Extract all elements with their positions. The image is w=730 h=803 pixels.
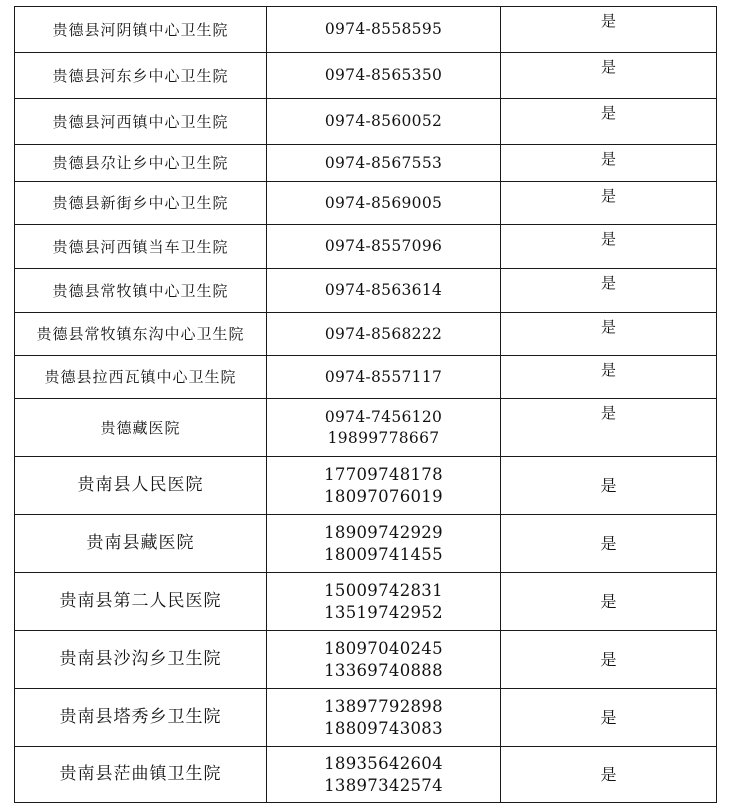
table-row — [15, 99, 717, 145]
hospital-name-cell — [15, 145, 267, 182]
phone-number: 0974-8557096 — [324, 237, 443, 256]
flag-cell — [501, 99, 717, 145]
hospital-name-cell — [15, 573, 267, 631]
phone-number: 17709748178 — [324, 464, 443, 484]
phone-number: 18097040245 — [324, 638, 443, 658]
table-row — [15, 145, 717, 182]
flag-cell — [501, 399, 717, 457]
flag-cell — [501, 7, 717, 53]
hospital-name: 贵德县拉西瓦镇中心卫生院 — [44, 368, 237, 387]
flag-cell — [501, 515, 717, 573]
table-row — [15, 53, 717, 99]
phone-number: 0974-8565350 — [324, 66, 443, 85]
phone-cell — [267, 356, 501, 399]
hospital-name-cell — [15, 689, 267, 747]
phone-number: 13519742952 — [324, 602, 443, 622]
phone-number: 18935642604 — [324, 753, 443, 773]
flag-value: 是 — [600, 318, 616, 336]
phone-cell — [267, 182, 501, 225]
phone-number: 18909742929 — [324, 522, 443, 542]
flag-value: 是 — [600, 707, 617, 727]
table-row — [15, 747, 717, 803]
table-row — [15, 313, 717, 356]
phone-number: 0974-8558595 — [324, 20, 443, 39]
flag-value: 是 — [600, 230, 616, 248]
table-row — [15, 399, 717, 457]
phone-cell — [267, 225, 501, 269]
flag-cell — [501, 747, 717, 803]
flag-cell — [501, 182, 717, 225]
hospital-name: 贵南县第二人民医院 — [59, 591, 222, 612]
phone-cell — [267, 99, 501, 145]
phone-cell — [267, 145, 501, 182]
phone-cell — [267, 515, 501, 573]
flag-value: 是 — [600, 12, 616, 30]
hospital-name-cell — [15, 356, 267, 399]
table-row — [15, 573, 717, 631]
table-row — [15, 515, 717, 573]
flag-cell — [501, 457, 717, 515]
table-row — [15, 356, 717, 399]
phone-cell — [267, 53, 501, 99]
flag-cell — [501, 225, 717, 269]
flag-cell — [501, 356, 717, 399]
phone-cell — [267, 631, 501, 689]
table-row — [15, 689, 717, 747]
table-row — [15, 182, 717, 225]
flag-value: 是 — [600, 274, 616, 292]
flag-value: 是 — [600, 104, 616, 122]
hospital-name: 贵德县常牧镇东沟中心卫生院 — [36, 325, 245, 344]
flag-value: 是 — [600, 591, 617, 611]
phone-number: 0974-8557117 — [324, 367, 443, 386]
hospital-contact-table — [14, 6, 717, 803]
hospital-name: 贵德县河西镇中心卫生院 — [52, 112, 229, 131]
flag-value: 是 — [600, 150, 616, 168]
flag-value: 是 — [600, 533, 617, 553]
phone-number: 0974-8567553 — [324, 153, 443, 172]
table-row — [15, 631, 717, 689]
flag-cell — [501, 631, 717, 689]
hospital-name-cell — [15, 515, 267, 573]
phone-number: 0974-8563614 — [324, 281, 443, 300]
phone-cell — [267, 399, 501, 457]
hospital-name: 贵南县茫曲镇卫生院 — [59, 764, 222, 785]
flag-cell — [501, 689, 717, 747]
hospital-name: 贵德藏医院 — [100, 418, 181, 437]
phone-number: 18809743083 — [324, 718, 443, 738]
table-row — [15, 225, 717, 269]
hospital-name: 贵南县人民医院 — [77, 475, 204, 496]
phone-number: 18009741455 — [324, 544, 443, 564]
hospital-name: 贵德县尕让乡中心卫生院 — [52, 154, 229, 173]
flag-cell — [501, 269, 717, 313]
hospital-name-cell — [15, 99, 267, 145]
phone-cell — [267, 7, 501, 53]
hospital-name-cell — [15, 269, 267, 313]
hospital-name-cell — [15, 631, 267, 689]
table-row — [15, 7, 717, 53]
hospital-name-cell — [15, 399, 267, 457]
flag-cell — [501, 573, 717, 631]
flag-value: 是 — [600, 404, 616, 422]
phone-cell — [267, 689, 501, 747]
hospital-name-cell — [15, 313, 267, 356]
hospital-name-cell — [15, 457, 267, 515]
phone-cell — [267, 573, 501, 631]
flag-value: 是 — [600, 649, 617, 669]
phone-number: 0974-8568222 — [324, 324, 443, 343]
phone-number: 13897342574 — [324, 775, 443, 795]
flag-value: 是 — [600, 764, 617, 784]
hospital-name-cell — [15, 7, 267, 53]
hospital-name: 贵德县新街乡中心卫生院 — [52, 194, 229, 213]
flag-value: 是 — [600, 187, 616, 205]
phone-number: 13369740888 — [324, 660, 443, 680]
flag-cell — [501, 53, 717, 99]
table-row — [15, 457, 717, 515]
phone-number: 0974-7456120 — [324, 408, 443, 427]
hospital-name-cell — [15, 747, 267, 803]
flag-cell — [501, 145, 717, 182]
hospital-name: 贵南县沙沟乡卫生院 — [59, 649, 222, 670]
phone-cell — [267, 313, 501, 356]
table-row — [15, 269, 717, 313]
hospital-name: 贵南县塔秀乡卫生院 — [59, 707, 222, 728]
flag-value: 是 — [600, 58, 616, 76]
hospital-name: 贵德县河西镇当车卫生院 — [52, 237, 229, 256]
phone-number: 13897792898 — [324, 696, 443, 716]
phone-cell — [267, 747, 501, 803]
hospital-name-cell — [15, 182, 267, 225]
phone-number: 19899778667 — [327, 428, 440, 447]
hospital-name: 贵德县河东乡中心卫生院 — [52, 66, 229, 85]
flag-value: 是 — [600, 361, 616, 379]
hospital-name-cell — [15, 225, 267, 269]
phone-cell — [267, 269, 501, 313]
flag-value: 是 — [600, 475, 617, 495]
phone-number: 15009742831 — [324, 580, 443, 600]
hospital-name: 贵德县河阴镇中心卫生院 — [52, 20, 229, 39]
phone-number: 0974-8560052 — [324, 112, 443, 131]
phone-cell — [267, 457, 501, 515]
hospital-name: 贵德县常牧镇中心卫生院 — [52, 281, 229, 300]
phone-number: 0974-8569005 — [324, 193, 443, 212]
flag-cell — [501, 313, 717, 356]
hospital-name: 贵南县藏医院 — [86, 533, 195, 554]
hospital-name-cell — [15, 53, 267, 99]
phone-number: 18097076019 — [324, 486, 443, 506]
